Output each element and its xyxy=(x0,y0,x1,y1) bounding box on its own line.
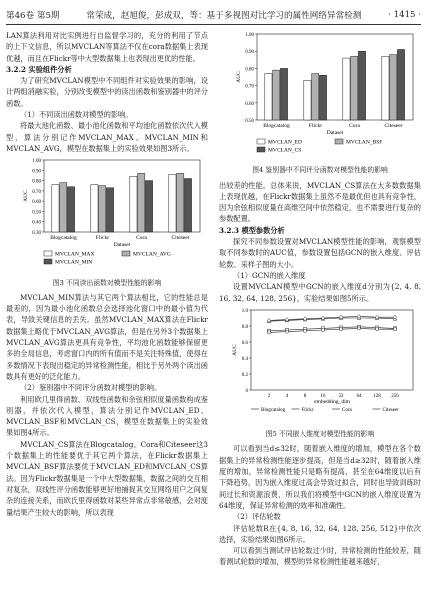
legend-label: MVCLAN_BSF xyxy=(346,139,383,146)
bar xyxy=(91,185,98,232)
figure-4-chart xyxy=(219,28,421,160)
bar xyxy=(60,183,67,232)
legend-swatch xyxy=(335,139,343,144)
bar xyxy=(169,175,176,233)
page-header xyxy=(6,8,421,22)
data-point xyxy=(267,331,270,334)
bar xyxy=(52,185,59,232)
y-axis-label: AUC xyxy=(236,71,242,83)
y-tick-label: 0.70 xyxy=(32,190,41,196)
legend-swatch xyxy=(44,251,52,256)
x-tick-label: Citeseer xyxy=(171,235,190,242)
legend-swatch xyxy=(122,251,130,256)
y-tick-label: 0.50 xyxy=(32,210,41,216)
data-point xyxy=(357,327,360,330)
journal-volume: 第46卷 第5期 xyxy=(6,11,60,21)
plot-frame xyxy=(251,310,413,390)
x-axis-label: Dataset xyxy=(326,130,344,136)
paragraph: 设置MVCLAN模型中GCN的嵌入维度d分别为{2, 4, 8, 16, 32, 64, 128, 256}，实验结果如图5所示。 xyxy=(219,282,421,303)
y-tick-label: 0.70 xyxy=(245,84,254,90)
x-axis-label: Dataset xyxy=(113,242,131,249)
bar xyxy=(312,74,319,120)
legend-swatch xyxy=(257,139,265,144)
bar xyxy=(351,56,358,120)
bar xyxy=(397,49,404,120)
y-tick-label: 0.6 xyxy=(241,340,248,346)
bar xyxy=(343,58,350,120)
legend-label: MVCLAN_AVG xyxy=(133,251,171,258)
bar xyxy=(265,74,272,120)
legend-swatch xyxy=(44,259,52,264)
data-point xyxy=(339,327,342,330)
bar xyxy=(304,80,311,120)
bar xyxy=(130,177,137,233)
bar xyxy=(358,51,365,120)
legend-label: Blogcatalog xyxy=(261,407,286,413)
y-tick-label: 0.50 xyxy=(245,119,254,124)
x-tick-label: 32 xyxy=(338,393,344,399)
figure-3-chart xyxy=(6,154,208,272)
paragraph: （2）鉴别器中不同评分函数对模型的影响。 xyxy=(20,383,162,393)
paragraph: 将最大池化函数、最小池化函数和平均池化函数依次代入模型，算法分别记作MVCLAN_MAX、MVCLAN_MIN和MVCLAN_AVG，模型在数据集上的实验效果如图3所示。 xyxy=(6,121,208,153)
bar xyxy=(184,179,191,232)
data-point xyxy=(303,329,306,332)
y-tick-label: 0.90 xyxy=(32,169,41,175)
bar xyxy=(273,70,280,120)
bar xyxy=(67,187,74,232)
legend-label: MVCLAN_CS xyxy=(268,147,302,154)
paragraph: 评估轮数R在{4, 8, 16, 32, 64, 128, 256, 512}中依次选择，实验结果如图6所示。 xyxy=(219,523,421,544)
y-tick-label: 0.4 xyxy=(241,356,248,362)
paragraph: （1）不同读出函数对模型的影响。 xyxy=(20,110,133,120)
running-title: 常荣成，赵旭俊，彭成双，等：基于多视图对比学习的属性网络异常检测 xyxy=(86,11,362,21)
legend-label: Citeseer xyxy=(382,407,399,413)
paragraph: MVCLAN_CS算法在Blogcatalog、Cora和Citeseer这3个数据集上的性能要优于其它两个算法，在Flickr数据集上MVCLAN_BSF算法要优于MVCLAN_ED和MVCLAN_CS算法。因为Flickr数据集是一个中大型数据集，数据之间的交互相对复杂，双线性评分函数能够更好地捕捉其交互网络用户之间复杂的连接关系，而欧氏里得函数对某些异常点非常敏感，会对度量结果产生较大的影响，所以表现 xyxy=(6,439,208,517)
right-column xyxy=(219,28,421,568)
x-tick-label: 128 xyxy=(373,393,381,399)
figure-5 xyxy=(219,304,421,441)
paragraph: （2）评估轮数 xyxy=(233,512,281,522)
y-tick-label: 1.00 xyxy=(32,159,41,165)
x-tick-label: 64 xyxy=(356,393,362,399)
data-point xyxy=(393,327,396,330)
x-tick-label: 256 xyxy=(391,393,399,399)
legend-swatch xyxy=(257,147,265,152)
figure-5-caption: 图5 不同嵌入维度对模型性能的影响 xyxy=(265,430,375,439)
bar xyxy=(106,188,113,232)
bar xyxy=(390,55,397,120)
header-rule xyxy=(6,24,421,25)
bar xyxy=(280,68,287,120)
y-tick-label: 1.00 xyxy=(245,33,254,38)
left-column xyxy=(6,30,208,518)
x-tick-label: 2 xyxy=(267,393,271,399)
bar xyxy=(145,181,152,232)
figure-3-caption: 图3 不同读出函数对模型性能的影响 xyxy=(52,278,162,287)
paragraph: 可以看到当d≤32时，随着嵌入维度的增加，模型在各个数据集上的异常检测性能逐步提高，但是当d≥32时，随着嵌入维度的增加，异常检测性能只是略有提高，甚至在64维度以后有下降趋势，因为嵌入维度过高会导致过拟合，同时也导致训练时间过长和资源浪费，所以我们将模型中GCN的嵌入维度设置为64维度，保证异常检测的效率和准确性。 xyxy=(219,444,421,510)
bar xyxy=(138,174,145,233)
x-tick-label: Flickr xyxy=(95,235,110,242)
section-heading: 3.2.2 实验组件分析 xyxy=(6,64,72,74)
data-point xyxy=(375,327,378,330)
data-point xyxy=(321,328,324,331)
y-tick-label: 0.2 xyxy=(241,372,248,378)
y-tick-label: 1.0 xyxy=(241,308,248,314)
legend-label: MVCLAN_MAX xyxy=(55,251,95,258)
x-tick-label: Citeseer xyxy=(384,123,403,129)
x-tick-label: Blogcatalog xyxy=(50,235,77,242)
x-axis-label: embedding_dim xyxy=(314,398,350,405)
paragraph: LAN算法利用对比实例进行自监督学习的，充分的利用了节点的上下文信息，所以MVCLAN等算法不仅在cora数据集上表现优越，而且在Flickr等中大型数据集上也表现出更优的性能。 xyxy=(6,31,208,63)
paragraph: 为了研究MVCLAN模型中不同组件对实验效果的影响，设计两组消融实验，分别改变模型中的读出函数和鉴别器中的评分函数。 xyxy=(6,76,208,108)
y-tick-label: 0.90 xyxy=(245,50,254,56)
legend-label: MVCLAN_MIN xyxy=(55,259,93,266)
legend-label: Cora xyxy=(342,407,352,413)
y-axis-label: AUC xyxy=(232,344,238,356)
bar xyxy=(99,186,106,232)
figure-5-chart xyxy=(219,304,421,424)
x-tick-label: 8 xyxy=(303,393,307,399)
legend-label: Flickr xyxy=(301,407,314,413)
x-tick-label: 16 xyxy=(320,393,326,399)
x-tick-label: Flickr xyxy=(308,123,323,129)
paragraph: （1）GCN的嵌入维度 xyxy=(233,270,306,280)
y-tick-label: 0 xyxy=(245,388,248,394)
paragraph: 出较差的性能。总体来说，MVCLAN_CS算法在大多数数据集上表现优越，在Flickr数据集上虽然不是最优但也具有竞争性，因为余弦相似度量在高维空间中依然稳定，也不需要进行复杂的参数配置。 xyxy=(219,180,421,224)
x-tick-label: Cora xyxy=(136,235,147,242)
y-tick-label: 0.80 xyxy=(245,67,254,73)
paragraph: 探究不同参数设置对MVCLAN模型性能的影响，观察模型取不同参数时的AUC值，参数设置包括GCN的嵌入维度、评估轮数、采样子图的大小。 xyxy=(219,237,421,269)
y-tick-label: 0.8 xyxy=(241,324,248,330)
y-axis-label: AUC xyxy=(23,190,29,203)
x-tick-label: Blogcatalog xyxy=(263,123,290,129)
y-tick-label: 0.30 xyxy=(32,231,41,237)
bar xyxy=(177,174,184,233)
y-tick-label: 0.40 xyxy=(32,220,41,226)
figure-4 xyxy=(219,28,421,177)
y-tick-label: 0.60 xyxy=(245,101,254,107)
y-tick-label: 0.80 xyxy=(32,179,41,185)
section-heading: 3.2.3 模型参数分析 xyxy=(219,225,285,235)
paragraph: MVCLAN_MIN算法与其它两个算法相比，它的性能总是最差的，因为最小池化函数总会选择池化窗口中的最小值为代表，导致关键信息的丢失。虽然MVCLAN_MAX算法在Flickr数据集上略优于MVCLAN_AVG算法，但是在另外3个数据集上MVCLAN_AVG算法更具有竞争性，平均池化函数能够保留更多的全局信息，考虑窗口内的所有值而不是关注特殊值，使得在多数情况下表现出稳定的异常检测性能，相比于另外两个读出函数具有更好的泛化能力。 xyxy=(6,292,208,381)
bar xyxy=(382,56,389,120)
figure-3 xyxy=(6,154,208,289)
legend-label: MVCLAN_ED xyxy=(268,139,302,146)
data-point xyxy=(285,330,288,333)
bar xyxy=(319,75,326,120)
figure-4-caption: 图4 鉴别器中不同评分函数对模型性能的影响 xyxy=(252,166,388,175)
paragraph: 利用欧几里得函数、双线性函数和余弦相似度量函数构成鉴别器，并依次代入模型，算法分别记作MVCLAN_ED、MVCLAN_BSF和MVCLAN_CS，模型在数据集上的实验效果如图4所示。 xyxy=(6,394,208,438)
y-tick-label: 0.60 xyxy=(32,200,41,206)
x-tick-label: Cora xyxy=(349,123,360,129)
page-number: · 1415 · xyxy=(388,10,421,20)
x-tick-label: 4 xyxy=(285,393,289,399)
paragraph: 可以看到当测试评估轮数过少时，异常检测的性能较差，随着测试轮数的增加，模型的异常检测性能越来越好， xyxy=(219,546,421,567)
